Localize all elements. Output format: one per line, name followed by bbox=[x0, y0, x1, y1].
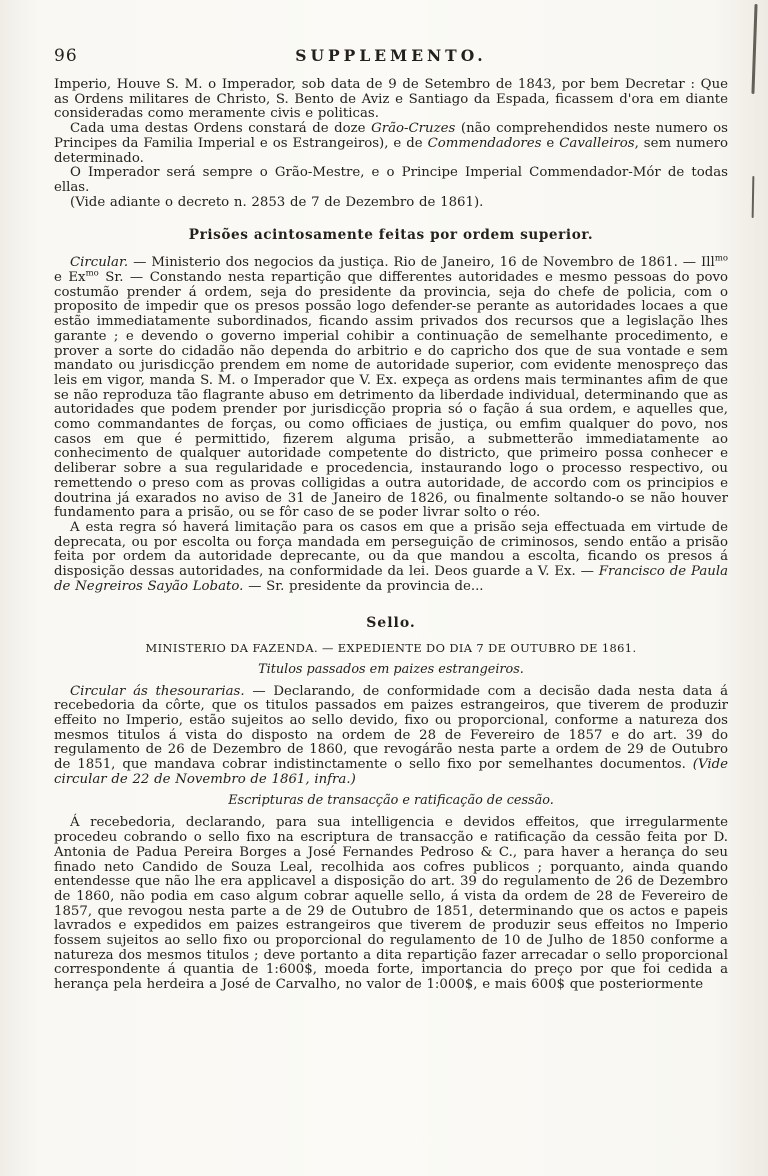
paragraph-imperial-decree: Imperio, Houve S. M. o Imperador, sob data de 9 de Setembro de 1843, por bem Decretar : Que as Ordens militares de Christo, S. Bento de Aviz e Santiago da Espada, ficassem d'ora em diante consideradas como meramente civis e politicas. bbox=[54, 77, 728, 122]
paragraph-circular-thesourarias bbox=[54, 685, 728, 788]
text-run-italic: Circular ás thesourarias. bbox=[70, 683, 245, 699]
text-run: (não comprehendidos neste numero os Principes da Familia Imperial e os Estrangeiros), e de bbox=[54, 121, 728, 151]
page-header bbox=[54, 46, 728, 72]
text-run-italic signature: Francisco de Paula de Negreiros Sayão Lobato. bbox=[54, 564, 728, 594]
text-run-italic: Circular. bbox=[70, 255, 129, 271]
text-run: Cada uma destas Ordens constará de doze bbox=[70, 121, 372, 137]
scan-artifact bbox=[751, 4, 757, 94]
superscript-ordinal: mo bbox=[714, 253, 728, 264]
journal-title: SUPPLEMENTO. bbox=[295, 46, 487, 65]
paragraph-grao-mestre: O Imperador será sempre o Grão-Mestre, e o Principe Imperial Commendador-Mór de todas ellas. bbox=[54, 165, 728, 195]
text-run: e bbox=[541, 135, 560, 151]
subsection-title-titulos: Titulos passados em paizes estrangeiros. bbox=[258, 661, 524, 677]
text-run-italic: (Vide circular de 22 de Novembro de 1861, infra.) bbox=[54, 757, 728, 787]
text-run-italic: Commendadores bbox=[427, 135, 542, 151]
section-heading-sello: Sello. bbox=[366, 614, 416, 631]
text-run: e Ex bbox=[54, 270, 86, 286]
section-heading-prisoes: Prisões acintosamente feitas por ordem superior. bbox=[188, 227, 594, 244]
scan-artifact bbox=[752, 176, 755, 218]
text-run: — Sr. presidente da provincia de... bbox=[243, 578, 484, 594]
subsection-title-escripturas: Escripturas de transacção e ratificação de cessão. bbox=[228, 793, 554, 809]
paragraph-vide-decreto: (Vide adiante o decreto n. 2853 de 7 de Dezembro de 1861). bbox=[70, 194, 484, 210]
page-number: 96 bbox=[54, 46, 78, 66]
superscript-ordinal: mo bbox=[85, 268, 99, 279]
text-run: Sr. — Constando nesta repartição que differentes autoridades e mesmo pessoas do povo costumão prender á ordem, seja do presidente da provincia, seja do chefe de policia, com o proposito de impedir que os presos possão logo defender-se perante as autoridades locaes a que estão immediatamente subordinados, ficando assim privados dos recursos que a legislação lhes garante ; e devendo o governo imperial cohibir a continuação de semelhante procedimento, e prover a sorte do cidadão não dependa do arbitrio e do capricho dos que de sua vontade e sem mandato ou jurisdicção prendem em nome de autoridade superior, com evidente menospreço das leis em vigor, manda S. M. o Imperador que V. Ex. expeça as ordens mais terminantes afim de que se não reproduza tão flagrante abuso em detrimento da liberdade individual, determinando que as autoridades que podem prender por jurisdicção propria só o fação á sua ordem, e aquelles que, como commandantes de forças, ou como officiaes de justiça, ou emfim qualquer do povo, nos casos em que é permittido, fizerem alguma prisão, a submetterão immediatamente ao conhecimento de qualquer autoridade competente do districto, que primeiro possa conhecer e deliberar sobre a sua regularidade e procedencia, instaurando logo o processo respectivo, ou remettendo o preso com as provas colligidas a outra autoridade, de accordo com os principios e doutrina já exarados no aviso de 31 de Janeiro de 1826, ou finalmente soltando-o se não houver fundamento para a prisão, ou se fôr caso de se poder livrar solto o réo. bbox=[54, 270, 728, 521]
paragraph-regra-limitacao bbox=[54, 521, 728, 595]
text-run: — Ministerio dos negocios da justiça. Rio de Janeiro, 16 de Novembro de 1861. — Ill bbox=[128, 255, 715, 271]
ministry-expediente-line: MINISTERIO DA FAZENDA. — EXPEDIENTE DO DIA 7 DE OUTUBRO DE 1861. bbox=[145, 640, 637, 655]
text-run-italic: Cavalleiros bbox=[559, 135, 635, 151]
text-run: A esta regra só haverá limitação para os casos em que a prisão seja effectuada em virtude de deprecata, ou por escolta ou força mandada em perseguição de criminosos, sendo então a prisão feita por ordem da autoridade deprecante, ou da que mandou a escolta, ficando os presos á disposição dessas autoridades, na conformidade da lei. Deos guarde a V. Ex. — bbox=[54, 519, 728, 580]
paragraph-circular-justica bbox=[54, 253, 728, 521]
text-run: — Declarando, de conformidade com a decisão dada nesta data á recebedoria da côrte, que os titulos passados em paizes estrangeiros, que tiverem de produzir effeito no Imperio, estão sujeitos ao sello devido, fixo ou proporcional, conforme a natureza dos mesmos titulos á vista do disposto na ordem de 28 de Fevereiro de 1857 e do art. 39 do regulamento de 26 de Dezembro de 1860, que revogárão nesta parte a ordem de 29 de Outubro de 1851, que mandava cobrar indistinctamente o sello fixo por semelhantes documentos. bbox=[54, 683, 728, 773]
paragraph-grao-cruzes bbox=[54, 122, 728, 166]
text-run-italic: Grão-Cruzes bbox=[371, 121, 456, 137]
paragraph-recebedoria: Á recebedoria, declarando, para sua intelligencia e devidos effeitos, que irregularmente procedeu cobrando o sello fixo na escriptura de transacção e ratificação da cessão feita por D. Antonia de Padua Pereira Borges a José Fernandes Pedroso & C., para haver a herança do seu finado neto Candido de Souza Leal, recolhida aos cofres publicos ; porquanto, ainda quando entendesse que não lhe era applicavel a disposição do art. 39 do regulamento de 26 de Dezembro de 1860, não podia em caso algum cobrar aquelle sello, á vista da ordem de 28 de Fevereiro de 1857, que revogou nesta parte a de 29 de Outubro de 1851, determinando que os actos e papeis lavrados e expedidos em paizes estrangeiros que tiverem de produzir seus effeitos no Imperio fossem sujeitos ao sello fixo ou proporcional do regulamento de 10 de Julho de 1850 conforme a natureza dos mesmos titulos ; deve portanto a dita repartição fazer arrecadar o sello proporcional correspondente á quantia de 1:600$, moeda forte, importancia do preço por que foi cedida a herança pela herdeira a José de Carvalho, no valor de 1:000$, e mais 600$ que posteriormente bbox=[54, 815, 728, 993]
text-run: , sem numero determinado. bbox=[54, 135, 729, 166]
